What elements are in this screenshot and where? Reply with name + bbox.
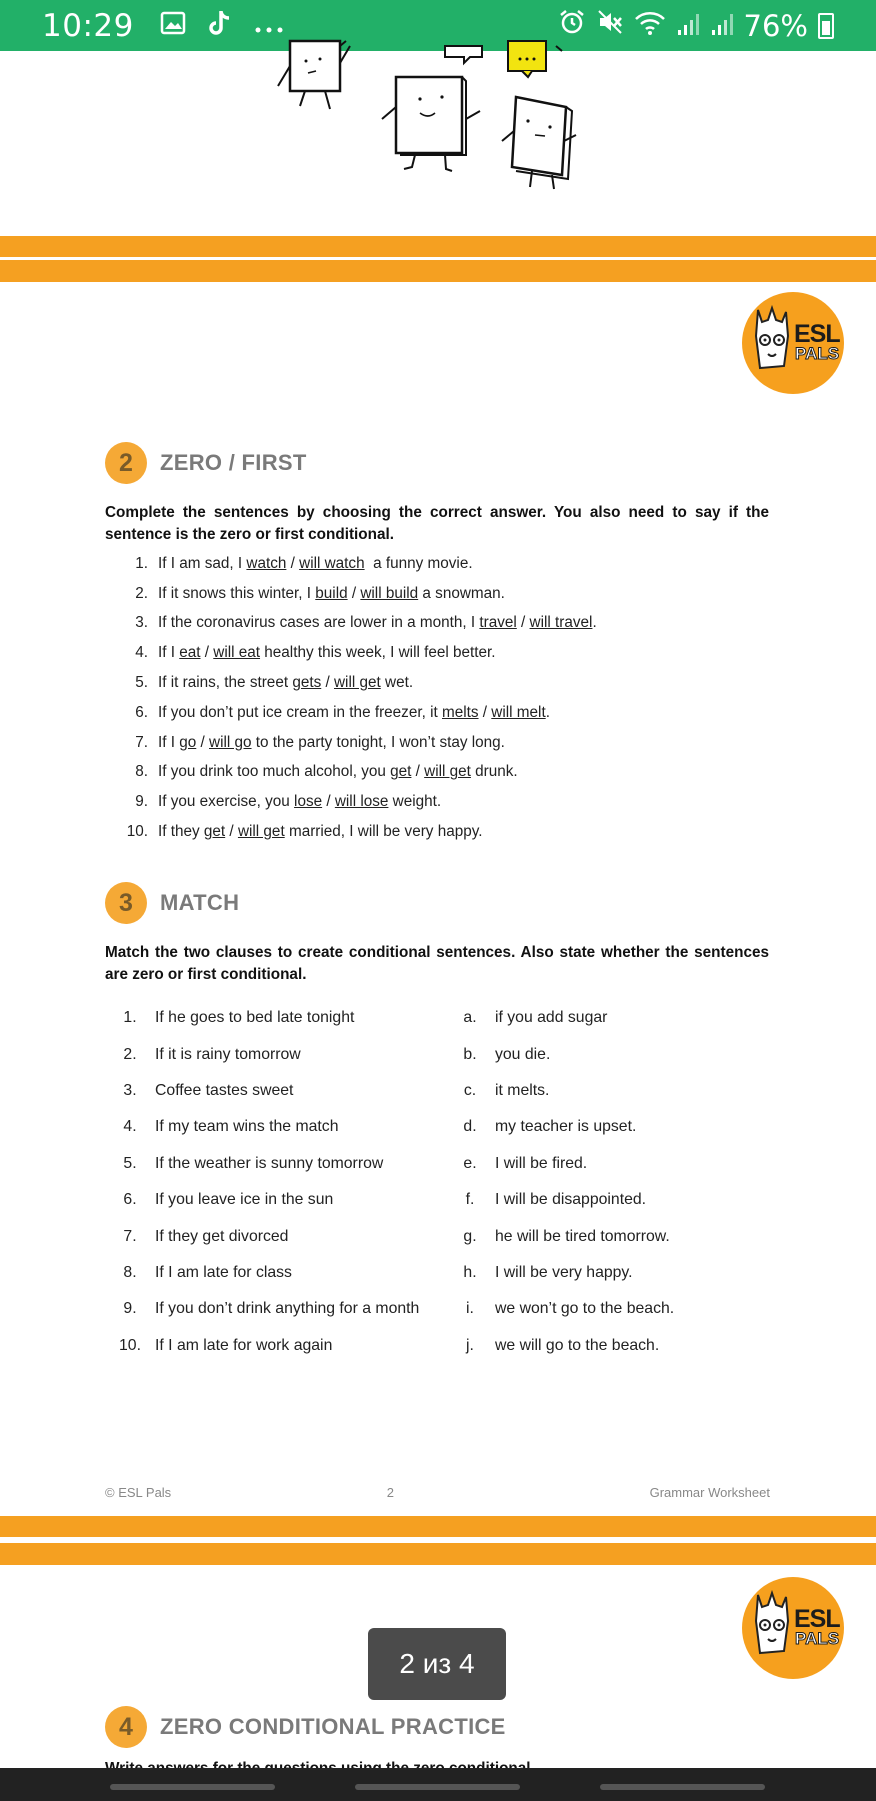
navigation-bar	[0, 1768, 876, 1801]
list-item-number: 8.	[135, 763, 148, 781]
list-item-number: 3.	[135, 614, 148, 632]
option-separator: /	[225, 823, 238, 841]
list-item-text	[158, 734, 505, 752]
list-item-text	[158, 793, 441, 811]
footer-page-number: 2	[386, 1485, 394, 1500]
tiktok-icon	[208, 9, 232, 43]
logo-text-pals: PALS	[795, 1629, 840, 1648]
nav-home-button[interactable]	[355, 1784, 520, 1790]
option-separator: /	[411, 763, 425, 781]
right-clause: it melts.	[495, 1081, 550, 1099]
sentence-start: If you exercise, you	[158, 793, 295, 811]
logo-text-esl: ESL	[794, 320, 840, 348]
mute-icon	[596, 8, 624, 43]
list-item-text	[158, 704, 550, 722]
row-letter: b.	[463, 1045, 477, 1063]
status-time: 10:29	[42, 7, 134, 44]
page-separator-band-2	[0, 1516, 876, 1537]
section-2-title: ZERO / FIRST	[160, 450, 307, 475]
section-3-title: MATCH	[160, 890, 240, 915]
left-clause: If they get divorced	[155, 1227, 289, 1245]
list-item-number: 9.	[135, 793, 148, 811]
status-right	[558, 8, 834, 43]
option-b[interactable]: will get	[237, 823, 285, 841]
sentence-end: healthy this week, I will feel better.	[260, 644, 496, 662]
table-row	[105, 1291, 785, 1327]
section-2-number: 2	[105, 442, 147, 484]
list-item-number: 7.	[135, 733, 148, 751]
option-b[interactable]: will watch	[299, 554, 365, 572]
sentence-start: If I am sad, I	[158, 554, 247, 572]
table-row	[105, 1255, 785, 1291]
row-number: 2.	[123, 1045, 137, 1063]
row-letter: e.	[463, 1154, 477, 1172]
logo-text-esl: ESL	[794, 1605, 840, 1633]
nav-back-button[interactable]	[600, 1784, 765, 1790]
footer-title: Grammar Worksheet	[649, 1485, 770, 1500]
sentence-start: If it rains, the street	[158, 674, 293, 692]
sentence-start: If they	[158, 823, 204, 841]
sentence-end: a funny movie.	[364, 554, 473, 572]
list-item-text	[158, 763, 518, 781]
right-clause: I will be fired.	[495, 1154, 588, 1172]
list-item	[105, 728, 785, 758]
signal-icon	[676, 9, 700, 43]
row-number: 7.	[123, 1227, 137, 1245]
row-letter: f.	[465, 1191, 475, 1209]
sentence-end: married, I will be very happy.	[284, 823, 483, 841]
list-item-text	[158, 644, 496, 662]
row-letter: i.	[466, 1300, 474, 1318]
list-item-number: 1.	[135, 554, 148, 572]
section-2-instructions: Complete the sentences by choosing the correct answer. You also need to say if the sentence is the zero or first conditional.	[105, 504, 769, 543]
left-clause: If I am late for work again	[155, 1336, 333, 1354]
left-clause: Coffee tastes sweet	[155, 1081, 294, 1099]
table-row	[105, 1218, 785, 1254]
option-a[interactable]: melts	[442, 703, 479, 721]
list-item-text	[158, 823, 483, 841]
row-number: 5.	[123, 1154, 137, 1172]
right-clause: you die.	[495, 1045, 551, 1063]
list-item	[105, 549, 785, 579]
list-item-text	[158, 674, 413, 692]
status-left-icons	[160, 9, 284, 43]
row-number: 8.	[123, 1263, 137, 1281]
list-item	[105, 817, 785, 847]
list-item	[105, 698, 785, 728]
list-item-number: 10.	[126, 823, 148, 841]
option-separator: /	[321, 674, 334, 692]
right-clause: we will go to the beach.	[495, 1336, 660, 1354]
page-2-footer	[105, 1485, 770, 1500]
left-clause: If it is rainy tomorrow	[155, 1045, 301, 1063]
cartoon-illustration	[270, 51, 590, 191]
battery-percent: 76%	[743, 8, 808, 43]
list-item	[105, 579, 785, 609]
esl-pals-logo-2	[742, 1577, 844, 1679]
option-separator: /	[322, 793, 335, 811]
esl-pals-logo	[742, 292, 844, 394]
option-a[interactable]: eat	[179, 644, 201, 662]
section-3-number: 3	[105, 882, 147, 924]
list-item	[105, 609, 785, 639]
list-item	[105, 668, 785, 698]
row-number: 3.	[123, 1081, 137, 1099]
list-item-text	[158, 555, 473, 573]
option-separator: /	[347, 584, 361, 602]
image-icon	[160, 11, 186, 41]
table-row	[105, 1073, 785, 1109]
option-a[interactable]: get	[203, 823, 226, 841]
left-clause: If I am late for class	[155, 1263, 292, 1281]
battery-icon	[818, 13, 834, 39]
sentence-start: If you don’t put ice cream in the freezer, it	[158, 703, 442, 721]
llama-icon	[748, 1591, 796, 1665]
right-clause: I will be very happy.	[495, 1263, 633, 1281]
option-b[interactable]: will lose	[334, 793, 389, 811]
table-row	[105, 1328, 785, 1364]
page-2	[0, 282, 876, 1500]
option-b[interactable]: will eat	[213, 644, 261, 662]
option-separator: /	[200, 644, 214, 662]
sentence-end: wet.	[380, 674, 414, 692]
list-item-number: 5.	[135, 674, 148, 692]
option-b[interactable]: will melt	[491, 703, 546, 721]
right-clause: if you add sugar	[495, 1009, 608, 1027]
list-item-number: 2.	[135, 584, 148, 602]
table-row	[105, 1146, 785, 1182]
row-number: 4.	[123, 1118, 137, 1136]
sentence-end: .	[545, 703, 550, 721]
row-letter: g.	[463, 1227, 477, 1245]
section-3-match-table	[105, 1000, 785, 1364]
sentence-end: drunk.	[470, 763, 518, 781]
page-indicator: 2 из 4	[368, 1628, 506, 1700]
sentence-end: .	[592, 614, 597, 632]
right-clause: my teacher is upset.	[495, 1118, 637, 1136]
option-a[interactable]: build	[315, 584, 348, 602]
row-letter: h.	[463, 1263, 477, 1281]
status-bar	[0, 0, 876, 51]
option-a[interactable]: go	[179, 733, 197, 751]
option-separator: /	[286, 554, 300, 572]
llama-icon	[748, 306, 796, 380]
row-number: 10.	[119, 1336, 141, 1354]
option-b[interactable]: will get	[334, 674, 381, 692]
list-item-text	[158, 585, 505, 603]
option-a[interactable]: watch	[246, 554, 287, 572]
section-2-list	[105, 549, 785, 847]
table-row	[105, 1036, 785, 1072]
table-row	[105, 1000, 785, 1036]
table-row	[105, 1109, 785, 1145]
row-letter: a.	[463, 1009, 477, 1027]
left-clause: If you leave ice in the sun	[155, 1191, 334, 1209]
option-b[interactable]: will travel	[529, 614, 593, 632]
row-letter: j.	[466, 1336, 474, 1354]
alarm-icon	[558, 8, 586, 43]
list-item	[105, 758, 785, 788]
option-b[interactable]: will build	[360, 584, 419, 602]
list-item-text	[158, 614, 597, 632]
left-clause: If he goes to bed late tonight	[155, 1009, 355, 1027]
option-b[interactable]: will get	[424, 763, 471, 781]
option-a[interactable]: get	[390, 763, 412, 781]
more-icon	[254, 12, 284, 40]
option-separator: /	[196, 733, 210, 751]
sentence-end: weight.	[388, 793, 442, 811]
sentence-start: If the coronavirus cases are lower in a month, I	[158, 614, 480, 632]
row-number: 1.	[123, 1009, 137, 1027]
document-viewer[interactable]	[0, 51, 876, 1768]
sentence-end: to the party tonight, I won’t stay long.	[251, 733, 505, 751]
nav-recents-button[interactable]	[110, 1784, 275, 1790]
list-item-number: 6.	[135, 703, 148, 721]
wifi-icon	[634, 9, 666, 43]
sentence-start: If you drink too much alcohol, you	[158, 763, 391, 781]
page-top-band	[0, 260, 876, 282]
section-4-number: 4	[105, 1706, 147, 1748]
option-a[interactable]: gets	[292, 674, 322, 692]
list-item-number: 4.	[135, 644, 148, 662]
left-clause: If my team wins the match	[155, 1118, 339, 1136]
option-a[interactable]: travel	[479, 614, 517, 632]
page-separator-band	[0, 236, 876, 257]
option-separator: /	[516, 614, 530, 632]
list-item	[105, 638, 785, 668]
left-clause: If the weather is sunny tomorrow	[155, 1154, 384, 1172]
footer-copyright: © ESL Pals	[105, 1485, 172, 1500]
option-separator: /	[478, 703, 492, 721]
option-a[interactable]: lose	[294, 793, 323, 811]
sentence-start: If I	[158, 644, 180, 662]
left-clause: If you don’t drink anything for a month	[155, 1300, 420, 1318]
row-letter: c.	[463, 1081, 477, 1099]
section-4-title: ZERO CONDITIONAL PRACTICE	[160, 1714, 506, 1739]
section-3-instructions: Match the two clauses to create conditional sentences. Also state whether the sentences are zero or first conditional.	[105, 944, 769, 983]
table-row	[105, 1182, 785, 1218]
row-number: 9.	[123, 1300, 137, 1318]
right-clause: we won’t go to the beach.	[495, 1300, 675, 1318]
signal-icon-2	[710, 9, 734, 43]
row-number: 6.	[123, 1191, 137, 1209]
row-letter: d.	[463, 1118, 477, 1136]
page-top-band-2	[0, 1543, 876, 1565]
option-b[interactable]: will go	[209, 733, 252, 751]
sentence-start: If I	[158, 733, 180, 751]
right-clause: I will be disappointed.	[495, 1191, 647, 1209]
sentence-end: a snowman.	[418, 584, 505, 602]
right-clause: he will be tired tomorrow.	[495, 1227, 670, 1245]
logo-text-pals: PALS	[795, 344, 840, 363]
list-item	[105, 787, 785, 817]
sentence-start: If it snows this winter, I	[158, 584, 316, 602]
